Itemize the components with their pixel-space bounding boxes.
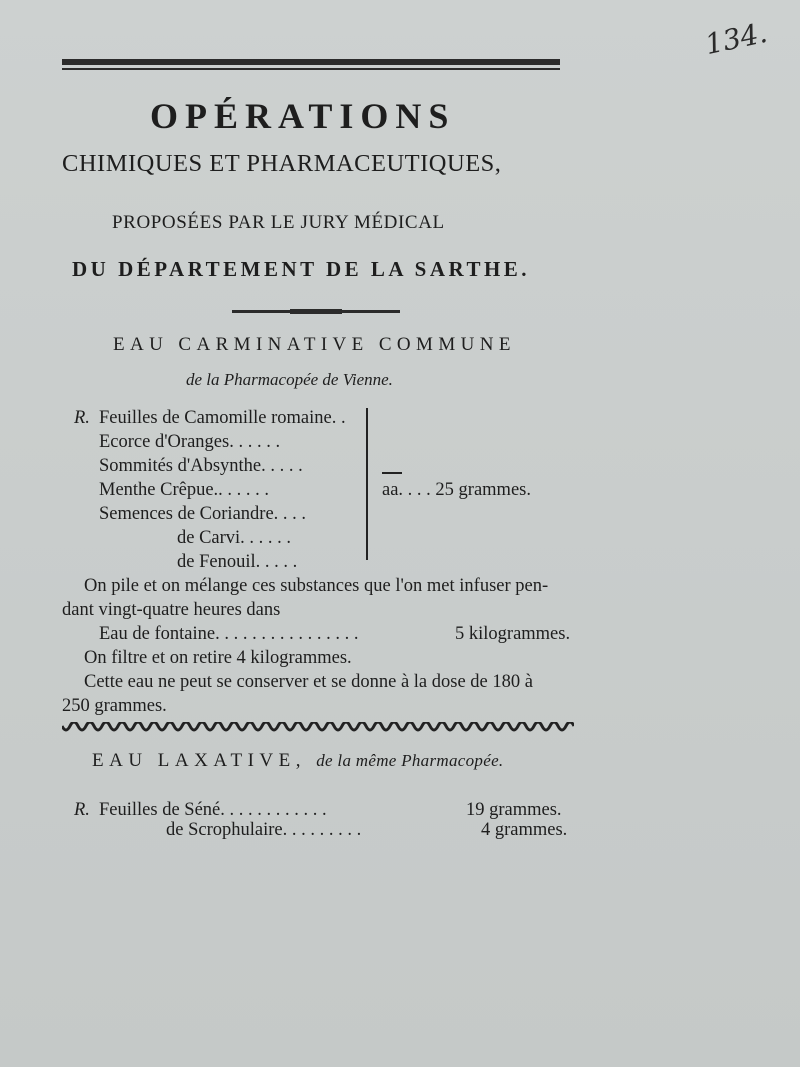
- water-line: Eau de fontaine. . . . . . . . . . . . . . . .: [99, 624, 359, 644]
- ingredient-line: Semences de Coriandre. . . .: [99, 504, 307, 524]
- ingredient-line: Ecorce d'Oranges. . . . . .: [99, 432, 281, 452]
- page-subtitle-3: DU DÉPARTEMENT DE LA SARTHE.: [72, 257, 531, 281]
- paragraph-line: Cette eau ne peut se conserver et se donne à la dose de 180 à: [84, 672, 533, 692]
- paragraph-line: 250 grammes.: [62, 696, 167, 716]
- grouping-brace: [356, 408, 368, 560]
- ingredient-line: Feuilles de Séné. . . . . . . . . . . .: [99, 800, 327, 820]
- paragraph-line: On pile et on mélange ces substances que l'on met infuser pen-: [84, 576, 549, 596]
- page-title: OPÉRATIONS: [150, 96, 456, 136]
- header-rule-thin: [62, 68, 560, 70]
- aa-overline: [382, 472, 402, 474]
- dose-amount: aa. . . . 25 grammes.: [382, 480, 531, 500]
- header-rule: [62, 59, 560, 65]
- recipe-symbol: R.: [74, 800, 90, 820]
- page-subtitle-2: PROPOSÉES PAR LE JURY MÉDICAL: [112, 212, 445, 233]
- wave-divider: [62, 722, 574, 736]
- section-2-source: de la même Pharmacopée.: [316, 751, 504, 770]
- title-divider-swell: [290, 309, 342, 314]
- ingredient-line: Menthe Crêpue.. . . . . .: [99, 480, 270, 500]
- ingredient-quantity: 19 grammes.: [466, 800, 562, 820]
- ingredient-quantity: 4 grammes.: [481, 820, 568, 840]
- ingredient-line: de Carvi. . . . . .: [177, 528, 292, 548]
- ingredient-line: Sommités d'Absynthe. . . . .: [99, 456, 303, 476]
- recipe-symbol: R.: [74, 408, 90, 428]
- ingredient-line: de Fenouil. . . . .: [177, 552, 298, 572]
- section-2-heading: EAU LAXATIVE, de la même Pharmacopée.: [92, 750, 504, 771]
- page-subtitle-1: CHIMIQUES ET PHARMACEUTIQUES,: [62, 150, 502, 177]
- folio-number: 134.: [702, 15, 771, 62]
- section-1-heading: EAU CARMINATIVE COMMUNE: [113, 334, 516, 355]
- paragraph-line: dant vingt-quatre heures dans: [62, 600, 281, 620]
- section-1-source: de la Pharmacopée de Vienne.: [186, 370, 393, 389]
- paragraph-line: On filtre et on retire 4 kilogrammes.: [84, 648, 352, 668]
- water-quantity: 5 kilogrammes.: [455, 624, 571, 644]
- ingredient-line: Feuilles de Camomille romaine. .: [99, 408, 346, 428]
- ingredient-line: de Scrophulaire. . . . . . . . .: [166, 820, 362, 840]
